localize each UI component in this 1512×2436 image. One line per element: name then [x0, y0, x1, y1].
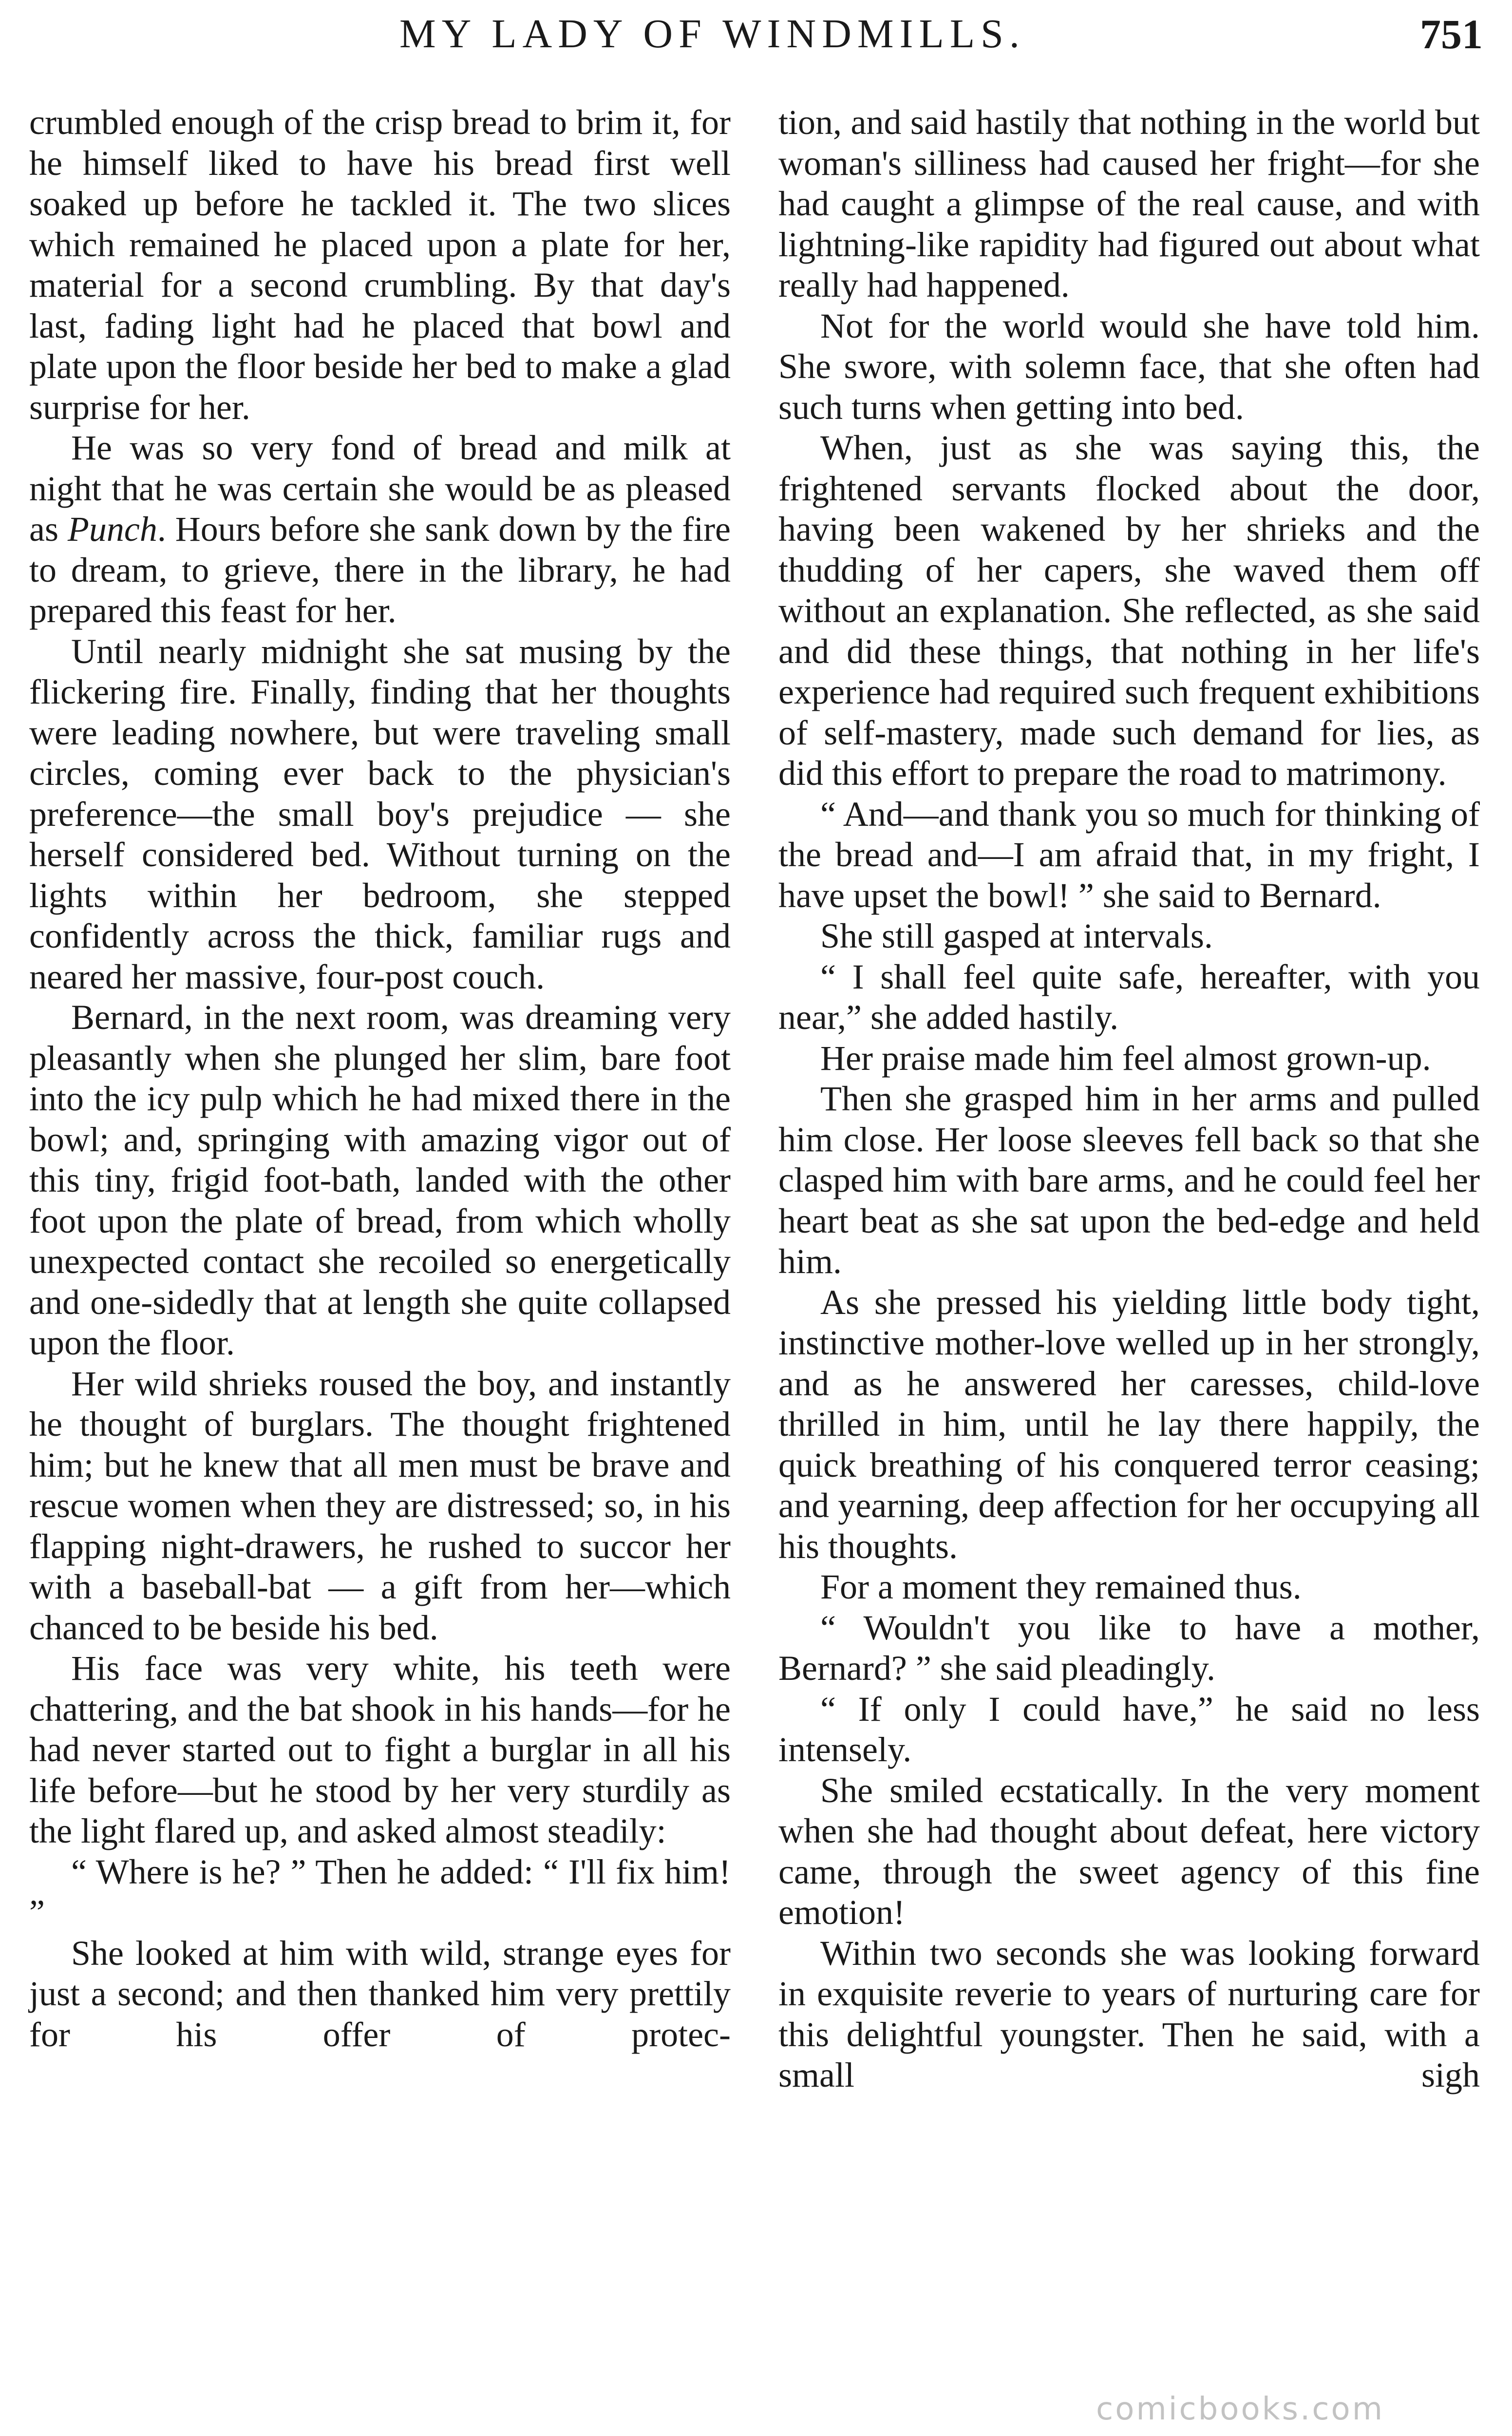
paragraph: crumbled enough of the crisp bread to brim it, for he himself liked to have his bread first well soaked up before he tackled it. The two slices which remained he placed upon a plate for her, material for a second crumbling. By that day's last, fading light had he placed that bowl and plate upon the floor beside her bed to make a glad surprise for her.	[29, 103, 731, 427]
watermark: comicbooks.com	[1096, 2391, 1385, 2427]
paragraph: She looked at him with wild, strange eyes for just a second; and then thanked him very prettily for his offer of protec-	[29, 1933, 731, 2054]
paragraph: Until nearly midnight she sat musing by the flickering fire. Finally, finding that her thoughts were leading nowhere, but were traveling small circles, coming ever back to the physician's preference—the small boy's prejudice — she herself considered bed. Without turning on the lights within her bedroom, she stepped confidently across the thick, familiar rugs and neared her massive, four-post couch.	[29, 631, 731, 996]
page-number: 751	[1420, 11, 1483, 57]
running-title: MY LADY OF WINDMILLS.	[399, 11, 1025, 57]
paragraph: “ Where is he? ” Then he added: “ I'll fix him! ”	[29, 1852, 731, 1932]
paragraph: His face was very white, his teeth were chattering, and the bat shook in his hands—for he had never started out to fight a burglar in all his life before—but he stood by her very sturdily as the light flared up, and asked almost steadily:	[29, 1649, 731, 1850]
italic-word: Punch	[67, 510, 157, 549]
left-column	[29, 102, 731, 2055]
paragraph: As she pressed his yielding little body tight, instinctive mother-love welled up in her strongly, and as he answered her caresses, child-love thrilled in him, until he lay there happily, the quick breathing of his conquered terror ceasing; and yearning, deep affection for her occupying all his thoughts.	[778, 1282, 1480, 1566]
paragraph: For a moment they remained thus.	[820, 1567, 1302, 1606]
paragraph: “ Wouldn't you like to have a mother, Bernard? ” she said pleadingly.	[778, 1608, 1480, 1688]
paragraph: She still gasped at intervals.	[820, 916, 1213, 955]
paragraph: He was so very fond of bread and milk at night that he was certain she would be as pleased as Punch. Hours before she sank down by the fire to dream, to grieve, there in the library, he had prepared this feast for her.	[29, 428, 731, 630]
paragraph: Her wild shrieks roused the boy, and instantly he thought of burglars. The thought frightened him; but he knew that all men must be brave and rescue women when they are distressed; so, in his flapping night-drawers, he rushed to succor her with a baseball-bat — a gift from her—which chanced to be beside his bed.	[29, 1364, 731, 1647]
paragraph: Bernard, in the next room, was dreaming very pleasantly when she plunged her slim, bare foot into the icy pulp which he had mixed there in the bowl; and, springing with amazing vigor out of this tiny, frigid foot-bath, landed with the other foot upon the plate of bread, from which wholly unexpected contact she recoiled so energetically and one-sidedly that at length she quite collapsed upon the floor.	[29, 998, 731, 1362]
paragraph: Not for the world would she have told him. She swore, with solemn face, that she often had such turns when getting into bed.	[778, 306, 1480, 427]
paragraph: Her praise made him feel almost grown-up.	[820, 1038, 1431, 1078]
paragraph: “ I shall feel quite safe, hereafter, with you near,” she added hastily.	[778, 957, 1480, 1037]
paragraph: She smiled ecstatically. In the very moment when she had thought about defeat, here victory came, through the sweet agency of this fine emotion!	[778, 1770, 1480, 1932]
paragraph: Then she grasped him in her arms and pulled him close. Her loose sleeves fell back so that she clasped him with bare arms, and he could feel her heart beat as she sat upon the bed-edge and held him.	[778, 1079, 1480, 1281]
paragraph: tion, and said hastily that nothing in the world but woman's silliness had caused her fright—for she had caught a glimpse of the real cause, and with lightning-like rapidity had figured out about what really had happened.	[778, 103, 1480, 304]
right-column	[778, 102, 1480, 2096]
paragraph: Within two seconds she was looking forward in exquisite reverie to years of nurturing care for this delightful youngster. Then he said, with a small sigh	[778, 1933, 1480, 2094]
paragraph: “ And—and thank you so much for thinking of the bread and—I am afraid that, in my fright, I have upset the bowl! ” she said to Bernard.	[778, 794, 1480, 915]
paragraph: When, just as she was saying this, the frightened servants flocked about the door, having been wakened by her shrieks and the thudding of her capers, she waved them off without an explanation. She reflected, as she said and did these things, that nothing in her life's experience had required such frequent exhibitions of self-mastery, made such demand for lies, as did this effort to prepare the road to matrimony.	[778, 428, 1480, 793]
paragraph: “ If only I could have,” he said no less intensely.	[778, 1689, 1480, 1769]
page-header	[0, 0, 1512, 97]
